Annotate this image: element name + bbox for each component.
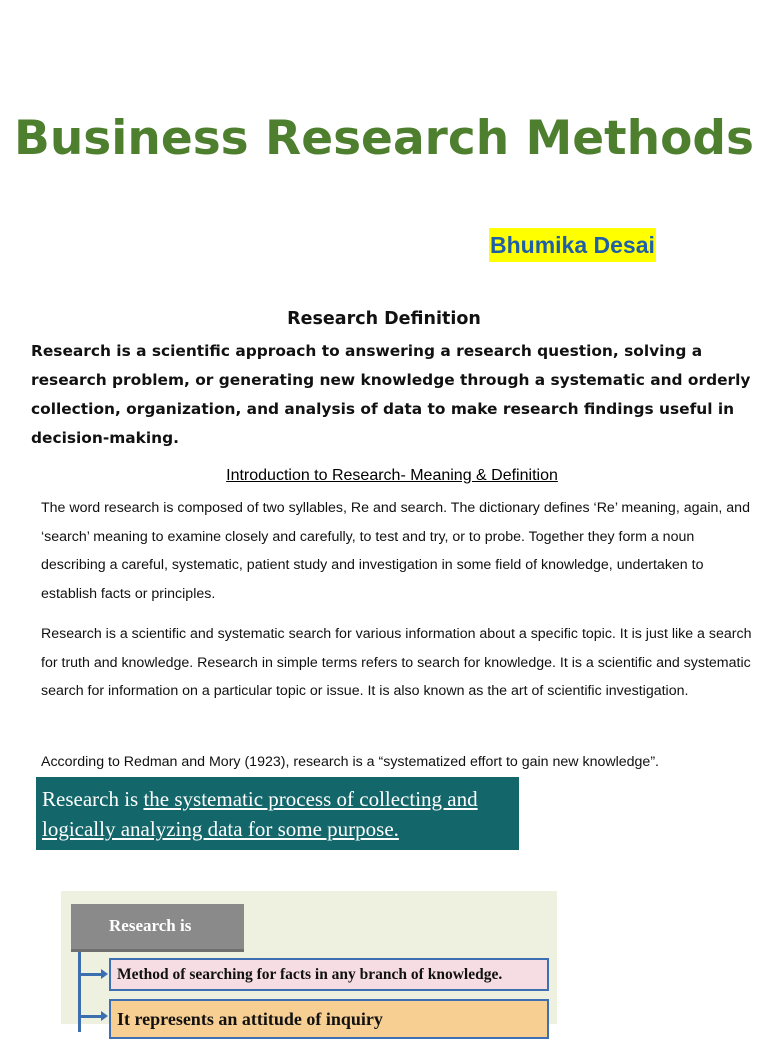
arrow-right-icon (80, 1015, 102, 1018)
document-title: Business Research Methods (14, 111, 754, 166)
author-name: Bhumika Desai (489, 228, 656, 262)
banner-underlined-text: the systematic process of collecting and logically analyzing data for some purpose. (42, 787, 478, 841)
diagram-label: Research is (71, 904, 244, 952)
paragraph-etymology: The word research is composed of two syllables, Re and search. The dictionary defines ‘Re’ meaning, again, and ‘search’ meaning to examine closely and carefully, to test and try, or to probe. Together they form a noun describing a careful, systematic, patient study and investigation in some field of knowledge, undertaken to establish facts or principles. (41, 500, 750, 603)
definition-banner-image (36, 777, 519, 850)
banner-prefix: Research is (42, 787, 144, 811)
arrow-right-icon (80, 973, 102, 976)
definition-block (31, 337, 751, 447)
definition-heading: Research Definition (287, 309, 481, 329)
diagram-item-2: It represents an attitude of inquiry (109, 999, 549, 1039)
definition-body: Research is a scientific approach to answering a research question, solving a research problem, or generating new knowledge through a systematic and orderly collection, organization, and analysis of data to make research findings useful in decision-making. (31, 342, 751, 447)
intro-heading: Introduction to Research- Meaning & Definition (226, 467, 558, 484)
paragraph-scientific-search: Research is a scientific and systematic search for various information about a specific topic. It is just like a search for truth and knowledge. Research in simple terms refers to search for knowledge. It is a scientific and systematic search for information on a particular topic or issue. It is also known as the art of scientific investigation. (41, 626, 752, 700)
research-is-diagram (61, 891, 557, 1029)
paragraph-redman-mory: According to Redman and Mory (1923), research is a “systematized effort to gain new knowledge”. (41, 754, 659, 770)
diagram-connector-line (78, 952, 81, 1032)
diagram-item-1: Method of searching for facts in any branch of knowledge. (109, 958, 549, 991)
